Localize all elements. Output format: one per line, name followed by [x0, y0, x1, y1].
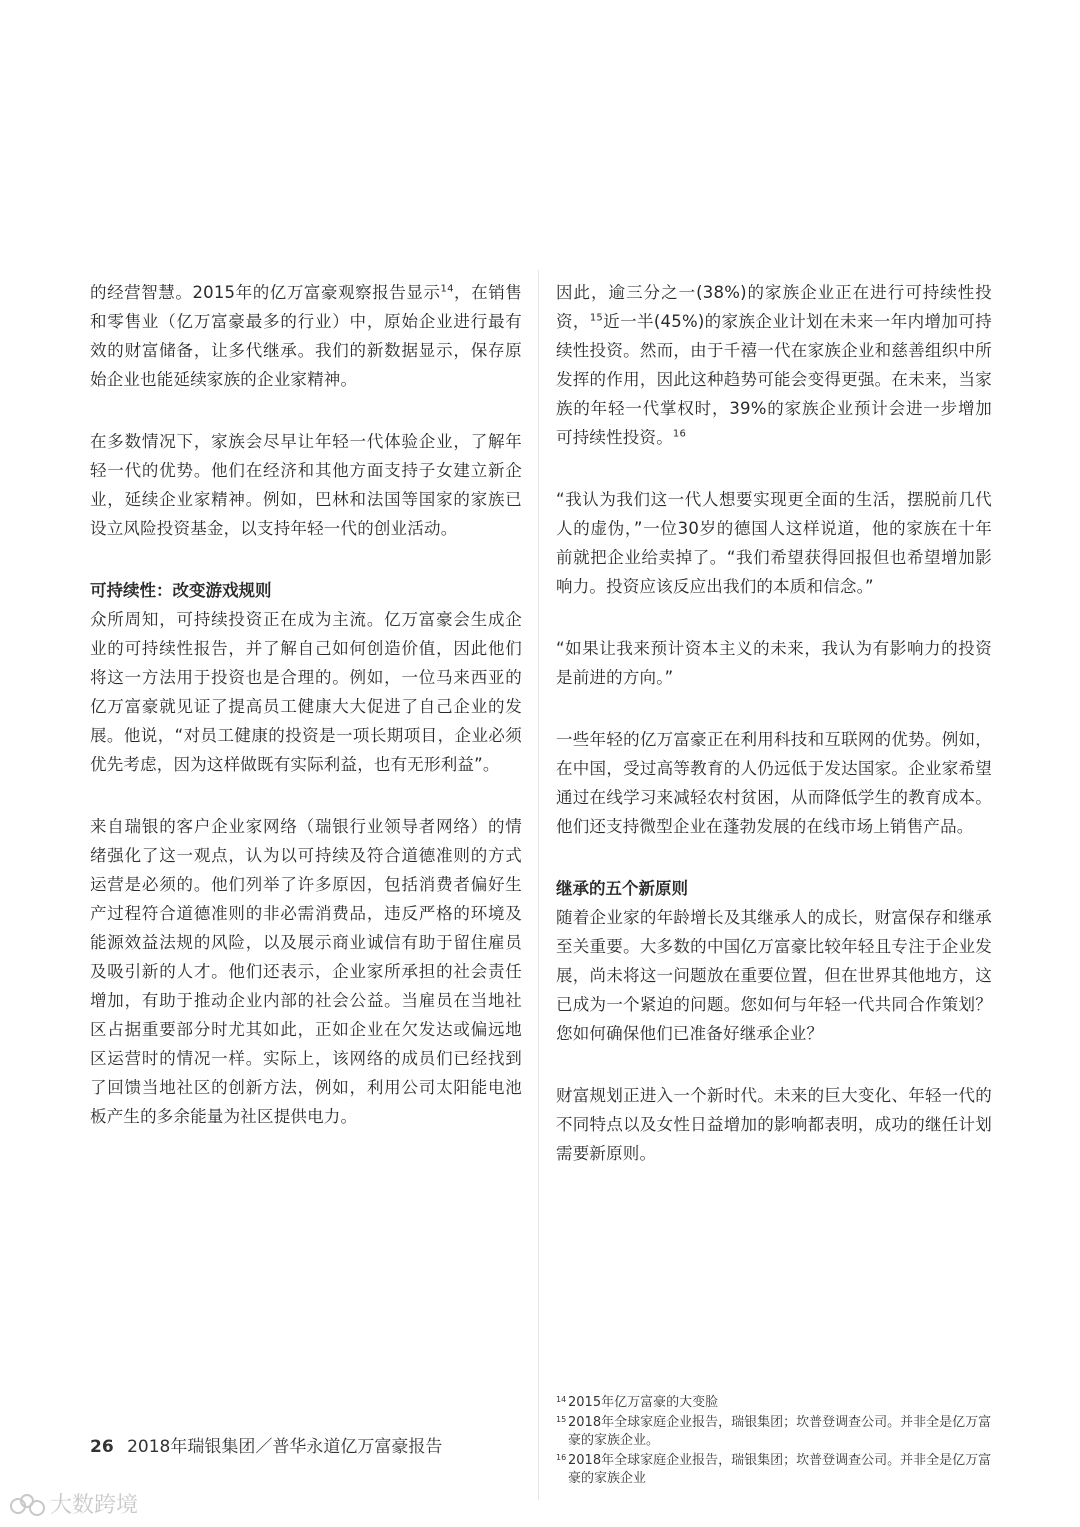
report-title: 2018年瑞银集团／普华永道亿万富豪报告 — [127, 1437, 443, 1457]
footnote: 16 2018年全球家庭企业报告，瑞银集团；坎普登调查公司。并非全是亿万富豪的家族企业 — [556, 1453, 992, 1486]
paragraph: “如果让我来预计资本主义的未来，我认为有影响力的投资是前进的方向。” — [556, 639, 992, 687]
right-column — [556, 278, 992, 1201]
footnote: 15 2018年全球家庭企业报告，瑞银集团；坎普登调查公司。并非全是亿万富豪的家族企业。 — [556, 1415, 992, 1448]
paragraph: 财富规划正进入一个新时代。未来的巨大变化、年轻一代的不同特点以及女性日益增加的影响都表明，成功的继任计划需要新原则。 — [556, 1086, 992, 1163]
paragraph: 的经营智慧。2015年的亿万富豪观察报告显示$^{14}$，在销售和零售业（亿万富豪最多的行业）中，原始企业进行最有效的财富储备，让多代继承。我们的新数据显示，保存原始企业也能延续家族的企业家精神。 — [90, 283, 522, 389]
paragraph: 因此，逾三分之一(38%)的家族企业正在进行可持续性投资，$^{15}$近一半(45%)的家族企业计划在未来一年内增加可持续性投资。然而，由于千禧一代在家族企业和慈善组织中所发挥的作用，因此这种趋势可能会变得更强。在未来，当家族的年轻一代掌权时，39%的家族企业预计会进一步增加可持续性投资。$^{16}$ — [556, 283, 992, 447]
section-heading: 可持续性：改变游戏规则 — [90, 581, 272, 600]
paragraph: 一些年轻的亿万富豪正在利用科技和互联网的优势。例如，在中国，受过高等教育的人仍远低于发达国家。企业家希望通过在线学习来减轻农村贫困，从而降低学生的教育成本。他们还支持微型企业在蓬勃发展的在线市场上销售产品。 — [556, 730, 992, 836]
column-divider — [538, 270, 539, 1500]
footnote: 14 2015年亿万富豪的大变脸 — [556, 1395, 719, 1410]
footnotes — [556, 1394, 996, 1490]
footnote-ref: 14 — [440, 283, 454, 295]
page-footer — [90, 1432, 442, 1457]
watermark-logo-icon — [10, 1492, 44, 1516]
section-heading: 继承的五个新原则 — [556, 879, 688, 898]
page-number: 26 — [90, 1437, 114, 1457]
paragraph: 在多数情况下，家族会尽早让年轻一代体验企业，了解年轻一代的优势。他们在经济和其他方面支持子女建立新企业，延续企业家精神。例如，巴林和法国等国家的家族已设立风险投资基金，以支持年轻一代的创业活动。 — [90, 432, 522, 538]
footnote-ref: 16 — [672, 428, 687, 440]
paragraph: “我认为我们这一代人想要实现更全面的生活，摆脱前几代人的虚伪，”一位30岁的德国人这样说道，他的家族在十年前就把企业给卖掉了。“我们希望获得回报但也希望增加影响力。投资应该反应出我们的本质和信念。” — [556, 490, 992, 596]
paragraph: 随着企业家的年龄增长及其继承人的成长，财富保存和继承至关重要。大多数的中国亿万富豪比较年轻且专注于企业发展，尚未将这一问题放在重要位置，但在世界其他地方，这已成为一个紧迫的问题。您如何与年轻一代共同合作策划？您如何确保他们已准备好继承企业？ — [556, 908, 992, 1043]
left-column — [90, 278, 522, 1164]
footnote-ref: 15 — [589, 312, 603, 324]
watermark-text: 大数跨境 — [50, 1493, 139, 1518]
watermark — [10, 1488, 138, 1519]
paragraph: 众所周知，可持续投资正在成为主流。亿万富豪会生成企业的可持续性报告，并了解自己如何创造价值，因此他们将这一方法用于投资也是合理的。例如，一位马来西亚的亿万富豪就见证了提高员工健康大大促进了自己企业的发展。他说，“对员工健康的投资是一项长期项目，企业必须优先考虑，因为这样做既有实际利益，也有无形利益”。 — [90, 610, 522, 774]
paragraph: 来自瑞银的客户企业家网络（瑞银行业领导者网络）的情绪强化了这一观点，认为以可持续及符合道德准则的方式运营是必须的。他们列举了许多原因，包括消费者偏好生产过程符合道德准则的非必需消费品，违反严格的环境及能源效益法规的风险，以及展示商业诚信有助于留住雇员及吸引新的人才。他们还表示，企业家所承担的社会责任增加，有助于推动企业内部的社会公益。当雇员在当地社区占据重要部分时尤其如此，正如企业在欠发达或偏远地区运营时的情况一样。实际上，该网络的成员们已经找到了回馈当地社区的创新方法，例如，利用公司太阳能电池板产生的多余能量为社区提供电力。 — [90, 817, 522, 1126]
